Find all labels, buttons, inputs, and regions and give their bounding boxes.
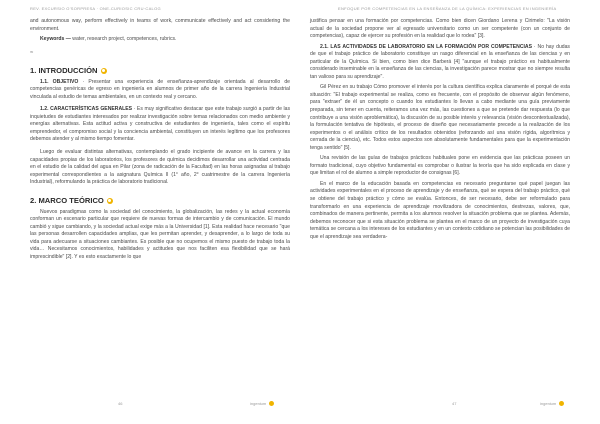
- right-running-header: ENFOQUE POR COMPETENCIAS EN LA ENSEÑANZA DE LA QUÍMICA: EXPERIENCIAS EN INGENIERÍA: [338, 6, 557, 11]
- section-2-heading: [30, 196, 290, 206]
- characteristics-label: 1.2. CARACTERÍSTICAS GENERALES: [40, 106, 133, 113]
- circle-bullet-icon: [107, 198, 113, 204]
- left-page-number: 46: [118, 401, 123, 406]
- section-separator: ≈: [30, 49, 34, 56]
- left-footer-brand-text: ingenium: [250, 401, 267, 406]
- objective-text: · Presentar una experiencia de enseñanza-aprendizaje orientada al desarrollo de competencias genéricas de egreso en ingeniería en alumnos de primer año de la carrera Ingeniería Industrial vinculada al estudio de temas ambientales, en un contexto real y cercano.: [30, 78, 291, 100]
- right-paragraph-4: Una revisión de las guías de trabajos prácticos habituales pone en evidencia que las prácticas poseen un formato tradicional, cuyo objetivo fundamental es comprobar o ilustrar la teoría que ha sido explicada en clase y que limitan el rol de alumno a simple reproductor de consignas [6].: [310, 155, 570, 177]
- lab-label: 2.1. LAS ACTIVIDADES DE LABORATORIO EN LA FORMACIÓN POR COMPETENCIAS: [320, 43, 532, 50]
- circle-bullet-icon: [101, 68, 107, 74]
- objective-paragraph: [30, 79, 290, 102]
- abstract-tail: and autonomous way, perform effectively in teams of work, communicate effectively and act considering the environment.: [30, 18, 290, 32]
- keywords-label: Keywords —: [40, 36, 71, 43]
- right-paragraph-1: justifica pensar en una formación por competencias. Como bien dicen Giordano Lerena y Cirimelo: "La visión actual de la sociedad propone ver al egresado universitario como un ser competente (con un conjunto de competencias), capaz de ejercer su profesión en la realidad que lo rodea" [3].: [310, 18, 570, 40]
- objective-label: 1.1. OBJETIVO: [40, 78, 79, 85]
- right-page-number: 47: [452, 401, 457, 406]
- section-2-title: 2. MARCO TEÓRICO: [30, 195, 104, 205]
- theory-paragraph: Nuevos paradigmas como la sociedad del conocimiento, la globalización, las redes y la actual economía conforman un escenario particular que requiere de nuevas formas de intercambio y de comunicación. El mundo cambió y sigue cambiando, y la sociedad actual exige más a la Universidad [1]. Esta realidad hace necesario "que las personas desarrollen capacidades amplias, que les permitan aprender, y desaprender, a lo largo de toda su vida para adecuarse a situaciones cambiantes. Es posible que no ocupemos el mismo puesto de trabajo toda la vida… Necesitamos conocimientos, habilidades y actitudes que nos faciliten esa flexibilidad que se hará imprescindible" [2]. Y es esto exactamente lo que: [30, 208, 290, 261]
- characteristics-text: · Es muy significativo destacar que este trabajo surgió a partir de las inquietudes de estudiantes interesados por realizar investigación sobre temas relacionados con medio ambiente y energías alternativas. Esta actitud activa y constructiva de estudiantes de ingeniería, tales como el espíritu emprendedor, el compromiso social y la conciencia ambiental, constituyen un interés legítimo que los profesores debemos atender y al mismo tiempo fomentar.: [30, 106, 290, 143]
- keywords-text: water, research project, competences, rubrics.: [70, 36, 177, 43]
- left-running-header: REV. EXCURSIO O'SORPRESA · ONE-CURIOSIC CRU·CALOG: [30, 6, 161, 11]
- section-1-title: 1. INTRODUCCIÓN: [30, 65, 98, 75]
- left-footer-brand: [250, 401, 274, 406]
- characteristics-paragraph: [30, 106, 290, 144]
- right-footer-brand: [540, 401, 564, 406]
- lab-text: · No hay dudas de que el trabajo práctico de laboratorio constituye un rasgo diferencial en la enseñanza de las ciencias y en particular de la Química. Si bien, como bien dice Barberá [4] "aunque el trabajo práctico es habitualmente considerado inseminable en la enseñanza de las ciencias, la investigación parece mostrar que no siempre resulta tan valioso para su aprendizaje".: [310, 43, 570, 80]
- ingenium-logo: [559, 401, 564, 406]
- right-paragraph-5: En el marco de la educación basada en competencias es necesario preguntarse qué papel juegan las actividades experimentales en el proceso de aprendizaje y de enseñanza, qué se espera del trabajo práctico, qué se obtiene del trabajo práctico y cómo se evalúa. Entonces, de ser necesario, debe ser reformulado para transformarlo en una experiencia de aprendizaje movilizadora de conocimientos, destrezas, valores, que, combinados de manera pertinente, permita a los alumnos resolver la situación problema que se plantea. Además, debemos reconocer que si esta situación problema se plantea en el marco de un proyecto de investigación cuya temática se cercana a los intereses de los estudiantes y en un contexto cotidiano se potencian las posibilidades de que el aprendizaje sea verdadera-: [310, 180, 570, 240]
- characteristics-paragraph-2: Luego de evaluar distintas alternativas, contemplando el grado incipiente de avance en la carrera y las capacidades propias de los laboratorios, los profesores de química decidimos desarrollar una actividad centrada en el estudio de la calidad del agua en Pilar (zona de radicación de la Facultad) en las horas asignadas al trabajo experimental correspondientes a la asignatura Química II (1° año, 2° cuatrimestre de la carrera Ingeniería Industrial), reformulando la práctica de laboratorio tradicional.: [30, 149, 290, 186]
- ingenium-logo: [269, 401, 274, 406]
- section-1-heading: [30, 66, 290, 76]
- right-footer-brand-text: ingenium: [540, 401, 557, 406]
- right-column: [310, 18, 570, 241]
- left-column: [30, 18, 290, 262]
- lab-paragraph: [310, 44, 570, 82]
- right-paragraph-3: Gil Pérez en su trabajo Cómo promover el interés por la cultura científica explica claramente el porqué de esta situación: "El trabajo experimental se realiza, como es frecuente, con el propósito de observar algún fenómeno, para "extraer" de él un concepto o cuando los estudiantes lo llevan a cabo mediante una guía previamente preparada, sin tener en cuenta, reiteramos una vez más, las cuestiones a que se pretende dar respuesta (lo que contribuye a una visión aproblemática), la discusión de su posible interés y relevancia (visión descontextualizada), la formulación tentativa de hipótesis, el proceso de diseño que necesariamente precede a la realización de los experimentos o el análisis crítico de los resultados obtenidos (reforzando así una visión rígida, algorítmica y cerrada de la ciencia), etc. Todos estos aspectos son absolutamente fundamentales para que la experimentación tenga sentido" [5].: [310, 84, 570, 151]
- keywords: [30, 36, 290, 44]
